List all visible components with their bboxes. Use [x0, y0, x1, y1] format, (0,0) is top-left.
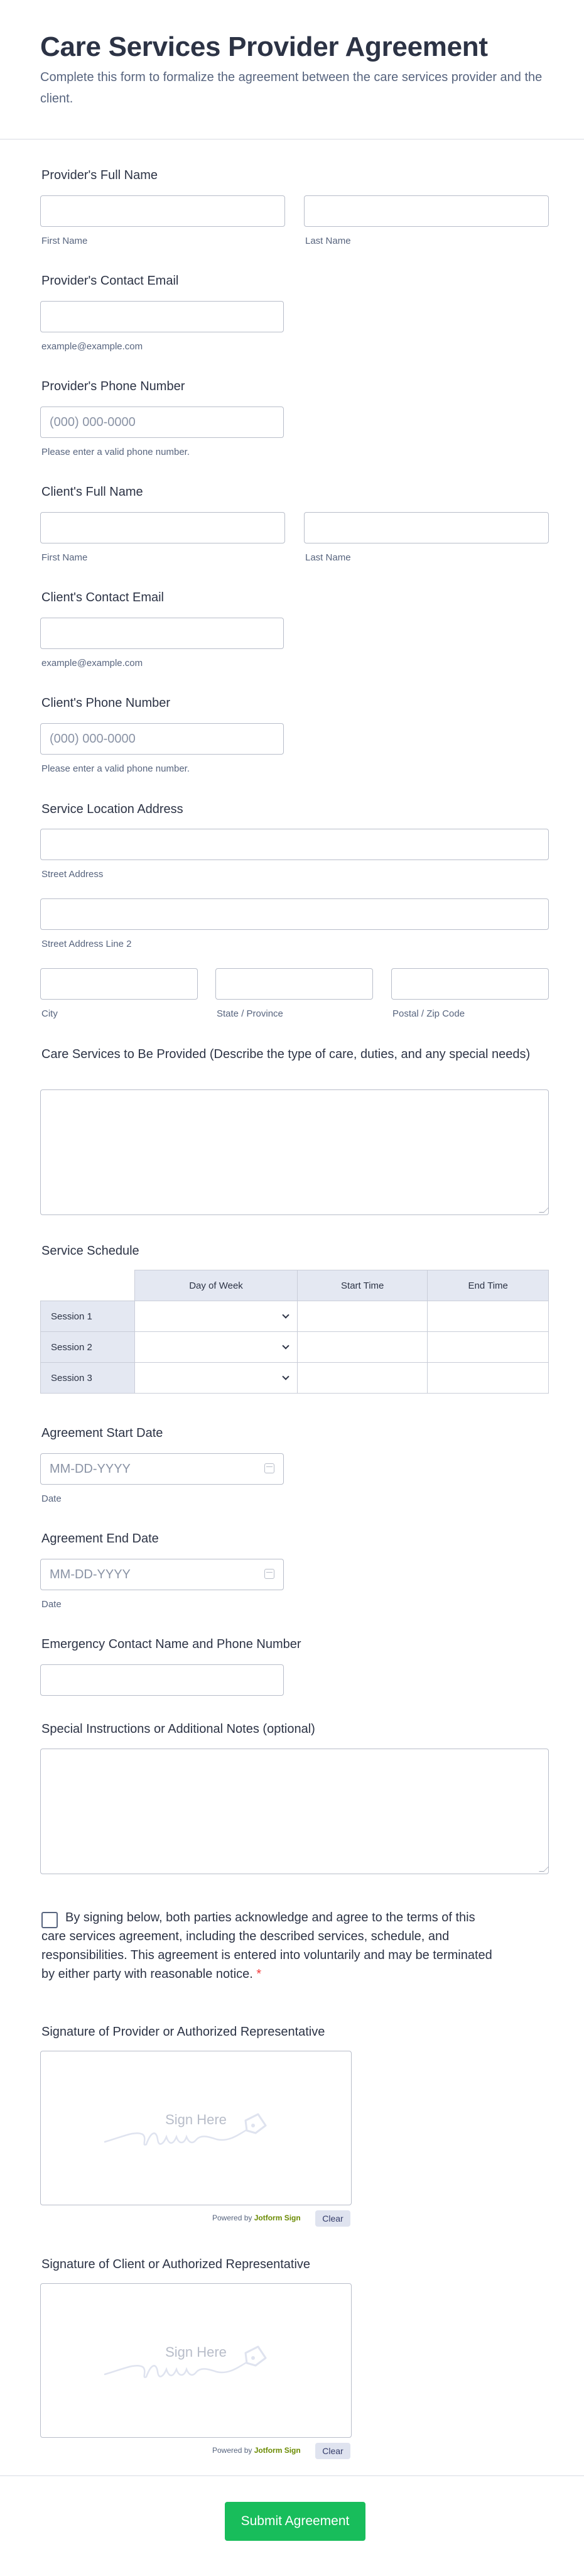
client-email-label: Client's Contact Email [41, 591, 164, 604]
session-1-label: Session 1 [41, 1301, 135, 1332]
provider-email-label: Provider's Contact Email [41, 274, 179, 288]
zip-sublabel: Postal / Zip Code [392, 1008, 465, 1019]
client-phone-label: Client's Phone Number [41, 696, 171, 710]
required-mark: * [256, 1967, 262, 1981]
submit-button[interactable]: Submit Agreement [225, 2502, 365, 2541]
table-row [41, 1301, 549, 1332]
provider-email-input[interactable] [40, 301, 284, 332]
signature-scribble-icon [104, 2344, 286, 2388]
provider-clear-button[interactable]: Clear [315, 2210, 350, 2227]
client-signature-pad[interactable] [40, 2283, 352, 2438]
session-3-start-cell[interactable] [298, 1363, 428, 1394]
care-services-label: Care Services to Be Provided (Describe the type of care, duties, and any special needs) [41, 1047, 531, 1061]
notes-label: Special Instructions or Additional Notes (optional) [41, 1722, 315, 1736]
start-date-label: Agreement Start Date [41, 1426, 163, 1440]
provider-name-label: Provider's Full Name [41, 168, 158, 182]
column-header-start: Start Time [298, 1270, 428, 1301]
session-2-start-cell[interactable] [298, 1332, 428, 1363]
session-1-day-select[interactable] [135, 1301, 298, 1332]
schedule-corner-cell [41, 1270, 135, 1301]
provider-powered-by [212, 2213, 301, 2222]
provider-phone-label: Provider's Phone Number [41, 379, 185, 393]
form-title: Care Services Provider Agreement [40, 31, 488, 62]
session-1-start-cell[interactable] [298, 1301, 428, 1332]
client-sign-here-text: Sign Here [165, 2344, 227, 2360]
client-phone-input[interactable]: (000) 000-0000 [40, 723, 284, 755]
resize-handle-icon[interactable] [539, 1208, 549, 1213]
provider-powered-by-text: Powered by [212, 2213, 252, 2222]
client-email-input[interactable] [40, 618, 284, 649]
start-date-input[interactable] [40, 1453, 284, 1485]
table-row [41, 1363, 549, 1394]
client-email-hint: example@example.com [41, 658, 143, 669]
provider-first-name-sublabel: First Name [41, 236, 88, 246]
table-row [41, 1332, 549, 1363]
provider-phone-input[interactable]: (000) 000-0000 [40, 407, 284, 438]
provider-first-name-input[interactable] [40, 195, 285, 227]
client-name-label: Client's Full Name [41, 485, 143, 499]
signature-scribble-icon [104, 2112, 286, 2156]
state-input[interactable] [215, 968, 373, 1000]
provider-signature-label: Signature of Provider or Authorized Representative [41, 2025, 325, 2039]
session-3-label: Session 3 [41, 1363, 135, 1394]
provider-email-hint: example@example.com [41, 341, 143, 352]
consent-text [41, 1908, 494, 1984]
provider-last-name-sublabel: Last Name [305, 236, 351, 246]
city-input[interactable] [40, 968, 198, 1000]
client-brand-name: Jotform Sign [254, 2446, 301, 2455]
client-signature-label: Signature of Client or Authorized Representative [41, 2257, 311, 2271]
client-last-name-sublabel: Last Name [305, 552, 351, 563]
calendar-icon[interactable] [264, 1463, 274, 1473]
provider-last-name-input[interactable] [304, 195, 549, 227]
start-date-hint: Date [41, 1493, 62, 1504]
client-last-name-input[interactable] [304, 512, 549, 543]
emergency-contact-input[interactable] [40, 1664, 284, 1696]
client-powered-by [212, 2446, 301, 2455]
end-date-hint: Date [41, 1599, 62, 1610]
emergency-contact-label: Emergency Contact Name and Phone Number [41, 1637, 301, 1651]
chevron-down-icon [282, 1311, 289, 1318]
client-powered-by-text: Powered by [212, 2446, 252, 2455]
zip-input[interactable] [391, 968, 549, 1000]
column-header-day: Day of Week [135, 1270, 298, 1301]
calendar-icon[interactable] [264, 1569, 274, 1579]
client-first-name-input[interactable] [40, 512, 285, 543]
schedule-label: Service Schedule [41, 1244, 139, 1258]
session-3-end-cell[interactable] [428, 1363, 549, 1394]
form-header [0, 0, 584, 139]
session-2-day-select[interactable] [135, 1332, 298, 1363]
client-phone-hint: Please enter a valid phone number. [41, 763, 190, 774]
provider-sign-here-text: Sign Here [165, 2112, 227, 2127]
session-3-day-select[interactable] [135, 1363, 298, 1394]
street-address-input[interactable] [40, 829, 549, 860]
end-date-placeholder: MM-DD-YYYY [50, 1568, 131, 1581]
street-address-line2-sublabel: Street Address Line 2 [41, 939, 132, 949]
chevron-down-icon [282, 1373, 289, 1380]
end-date-input[interactable] [40, 1559, 284, 1590]
consent-statement: By signing below, both parties acknowledge and agree to the terms of this care services agreement, including the described services, schedule, and responsibilities. This agreement is entered into voluntarily and may be terminated by either party with reasonable notice. [41, 1911, 492, 1981]
schedule-table [40, 1270, 549, 1394]
address-label: Service Location Address [41, 802, 183, 816]
session-1-end-cell[interactable] [428, 1301, 549, 1332]
start-date-placeholder: MM-DD-YYYY [50, 1462, 131, 1476]
provider-phone-hint: Please enter a valid phone number. [41, 447, 190, 457]
street-address-sublabel: Street Address [41, 869, 104, 880]
resize-handle-icon[interactable] [539, 1867, 549, 1872]
city-sublabel: City [41, 1008, 58, 1019]
provider-brand-name: Jotform Sign [254, 2213, 301, 2222]
form-subtitle: Complete this form to formalize the agreement between the care services provider and the client. [40, 70, 543, 106]
notes-textarea[interactable] [40, 1749, 549, 1874]
column-header-end: End Time [428, 1270, 549, 1301]
session-2-label: Session 2 [41, 1332, 135, 1363]
provider-signature-pad[interactable] [40, 2051, 352, 2205]
state-sublabel: State / Province [217, 1008, 283, 1019]
street-address-line2-input[interactable] [40, 898, 549, 930]
client-clear-button[interactable]: Clear [315, 2443, 350, 2459]
chevron-down-icon [282, 1342, 289, 1349]
end-date-label: Agreement End Date [41, 1532, 159, 1546]
care-services-textarea[interactable] [40, 1089, 549, 1215]
session-2-end-cell[interactable] [428, 1332, 549, 1363]
client-first-name-sublabel: First Name [41, 552, 88, 563]
